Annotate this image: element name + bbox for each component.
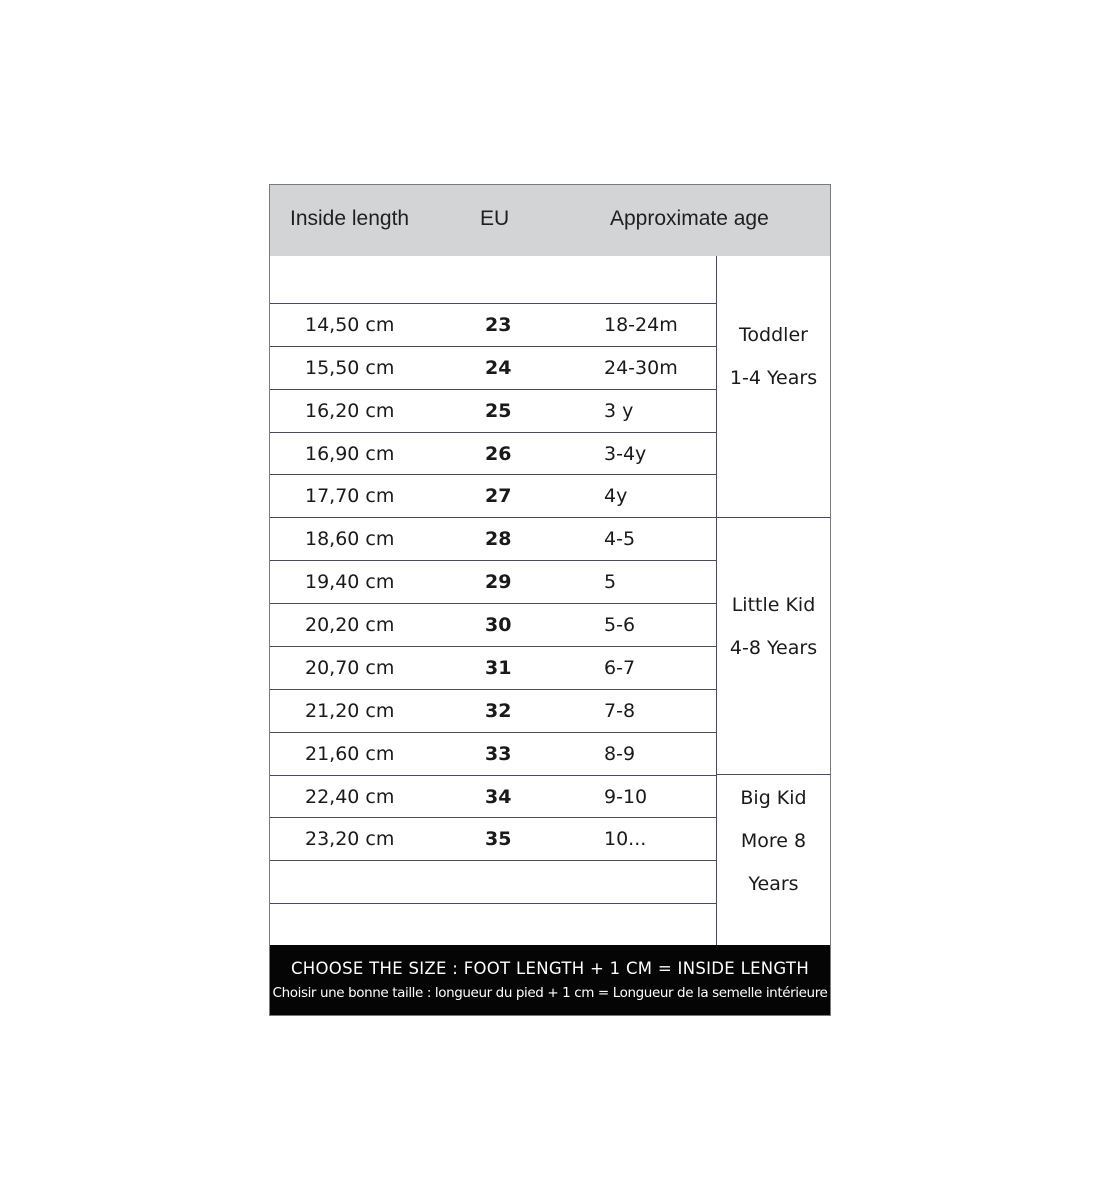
- inside-length-cell: 15,50 cm: [305, 357, 395, 379]
- group-divider: [716, 517, 830, 518]
- age-group-name: Toddler: [739, 324, 808, 346]
- eu-size-cell: 33: [485, 743, 512, 765]
- table-row: [270, 518, 716, 560]
- inside-length-cell: 17,70 cm: [305, 485, 395, 507]
- table-row: [270, 604, 716, 646]
- age-cell: 24-30m: [604, 357, 678, 379]
- table-row: [270, 647, 716, 689]
- age-cell: 4y: [604, 485, 628, 507]
- row-divider: [270, 903, 716, 904]
- age-cell: 18-24m: [604, 314, 678, 336]
- eu-size-cell: 32: [485, 700, 512, 722]
- table-row: [270, 690, 716, 732]
- eu-size-cell: 28: [485, 528, 512, 550]
- age-group-name: Little Kid: [731, 594, 816, 616]
- age-cell: 3-4y: [604, 443, 647, 465]
- inside-length-cell: 19,40 cm: [305, 571, 395, 593]
- age-group-range: 4-8 Years: [729, 637, 818, 659]
- inside-length-cell: 20,20 cm: [305, 614, 395, 636]
- age-cell: 9-10: [604, 786, 648, 808]
- table-row: [270, 304, 716, 346]
- age-group-name: Big Kid: [740, 787, 807, 809]
- age-group-little-kid: [717, 584, 830, 670]
- size-instruction-english: CHOOSE THE SIZE : FOOT LENGTH + 1 CM = INSIDE LENGTH: [290, 959, 810, 978]
- row-divider: [270, 860, 716, 861]
- inside-length-cell: 16,90 cm: [305, 443, 395, 465]
- table-header: [270, 185, 830, 256]
- size-instruction-banner: [270, 945, 830, 1015]
- eu-size-cell: 29: [485, 571, 512, 593]
- table-row: [270, 776, 716, 818]
- age-group-toddler: [717, 314, 830, 400]
- age-cell: 4-5: [604, 528, 636, 550]
- inside-length-cell: 21,60 cm: [305, 743, 395, 765]
- age-cell: 10...: [604, 828, 647, 850]
- age-group-range: Years: [748, 873, 799, 895]
- age-cell: 5: [604, 571, 617, 593]
- table-row: [270, 733, 716, 775]
- age-cell: 6-7: [604, 657, 636, 679]
- age-group-big-kid: [717, 777, 830, 906]
- table-row: [270, 818, 716, 860]
- table-row: [270, 561, 716, 603]
- inside-length-cell: 23,20 cm: [305, 828, 395, 850]
- eu-size-cell: 26: [485, 443, 512, 465]
- size-instruction-french: Choisir une bonne taille : longueur du pied + 1 cm = Longueur de la semelle intérieure: [272, 985, 828, 1001]
- table-row: [270, 390, 716, 432]
- header-eu: EU: [480, 207, 510, 230]
- eu-size-cell: 31: [485, 657, 512, 679]
- eu-size-cell: 34: [485, 786, 512, 808]
- inside-length-cell: 20,70 cm: [305, 657, 395, 679]
- header-approximate-age: Approximate age: [610, 207, 769, 230]
- eu-size-cell: 27: [485, 485, 512, 507]
- age-group-range: More 8: [740, 830, 807, 852]
- age-group-range: 1-4 Years: [729, 367, 818, 389]
- eu-size-cell: 30: [485, 614, 512, 636]
- eu-size-cell: 35: [485, 828, 512, 850]
- size-chart: [269, 184, 831, 1016]
- eu-size-cell: 23: [485, 314, 512, 336]
- inside-length-cell: 18,60 cm: [305, 528, 395, 550]
- table-row: [270, 347, 716, 389]
- inside-length-cell: 21,20 cm: [305, 700, 395, 722]
- age-cell: 8-9: [604, 743, 636, 765]
- inside-length-cell: 16,20 cm: [305, 400, 395, 422]
- table-row: [270, 475, 716, 517]
- age-cell: 7-8: [604, 700, 636, 722]
- eu-size-cell: 24: [485, 357, 512, 379]
- group-divider: [716, 774, 830, 775]
- inside-length-cell: 22,40 cm: [305, 786, 395, 808]
- table-row: [270, 433, 716, 475]
- header-inside-length: Inside length: [290, 207, 410, 230]
- age-cell: 5-6: [604, 614, 636, 636]
- eu-size-cell: 25: [485, 400, 512, 422]
- inside-length-cell: 14,50 cm: [305, 314, 395, 336]
- age-cell: 3 y: [604, 400, 634, 422]
